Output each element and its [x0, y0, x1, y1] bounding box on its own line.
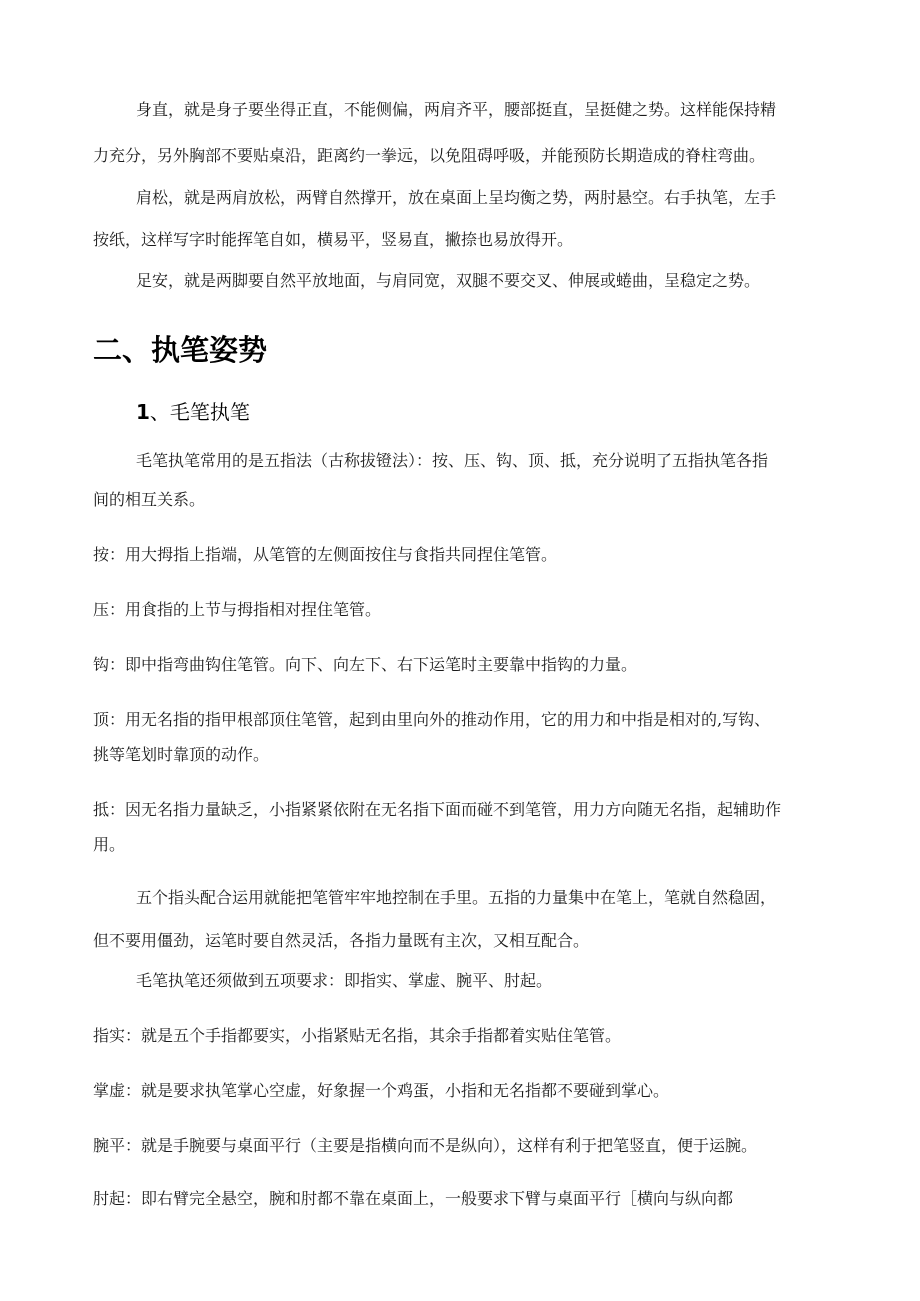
body-line: 按：用大拇指上指端，从笔管的左侧面按住与食指共同捏住笔管。	[93, 545, 558, 564]
subsection-title: 毛笔执笔	[169, 400, 250, 424]
body-line: 间的相互关系。	[93, 490, 206, 509]
body-line: 腕平：就是手腕要与桌面平行（主要是指横向而不是纵向），这样有利于把笔竖直，便于运腕。	[93, 1136, 758, 1155]
body-line: 抵：因无名指力量缺乏，小指紧紧依附在无名指下面而碰不到笔管，用力方向随无名指，起辅助作	[93, 800, 782, 819]
body-line: 掌虚：就是要求执笔掌心空虚，好象握一个鸡蛋，小指和无名指都不要碰到掌心。	[93, 1081, 670, 1100]
body-line: 挑等笔划时靠顶的动作。	[93, 745, 270, 764]
subsection-number: 1	[136, 400, 150, 424]
subsection-separator: 、	[149, 400, 170, 424]
paragraph-line: 身直，就是身子要坐得正直，不能侧偏，两肩齐平，腰部挺直，呈挺健之势。这样能保持精	[136, 100, 777, 119]
subsection-heading	[136, 398, 250, 426]
body-line: 毛笔执笔还须做到五项要求：即指实、掌虚、腕平、肘起。	[136, 971, 553, 990]
paragraph-line: 力充分，另外胸部不要贴桌沿，距离约一拳远，以免阻碍呼吸，并能预防长期造成的脊柱弯曲。	[93, 146, 766, 165]
section-heading: 二、执笔姿势	[93, 333, 268, 367]
body-line: 五个指头配合运用就能把笔管牢牢地控制在手里。五指的力量集中在笔上，笔就自然稳固，	[136, 888, 777, 907]
body-line: 肘起：即右臂完全悬空，腕和肘都不靠在桌面上，一般要求下臂与桌面平行［横向与纵向都	[93, 1189, 734, 1208]
body-line: 但不要用僵劲，运笔时要自然灵活，各指力量既有主次，又相互配合。	[93, 931, 590, 950]
paragraph-line: 足安，就是两脚要自然平放地面，与肩同宽，双腿不要交叉、伸展或蜷曲，呈稳定之势。	[136, 271, 761, 290]
paragraph-line: 按纸，这样写字时能挥笔自如，横易平，竖易直，撇捺也易放得开。	[93, 230, 574, 249]
body-line: 用。	[93, 835, 126, 854]
body-line: 钩：即中指弯曲钩住笔管。向下、向左下、右下运笔时主要靠中指钩的力量。	[93, 655, 638, 674]
body-line: 顶：用无名指的指甲根部顶住笔管，起到由里向外的推动作用，它的用力和中指是相对的,写钩、	[93, 710, 771, 729]
body-line: 指实：就是五个手指都要实，小指紧贴无名指，其余手指都着实贴住笔管。	[93, 1026, 622, 1045]
paragraph-line: 肩松，就是两肩放松，两臂自然撑开，放在桌面上呈均衡之势，两肘悬空。右手执笔，左手	[136, 188, 777, 207]
body-line: 毛笔执笔常用的是五指法（古称拔镫法）：按、压、钩、顶、抵，充分说明了五指执笔各指	[136, 451, 769, 470]
body-line: 压：用食指的上节与拇指相对捏住笔管。	[93, 600, 382, 619]
